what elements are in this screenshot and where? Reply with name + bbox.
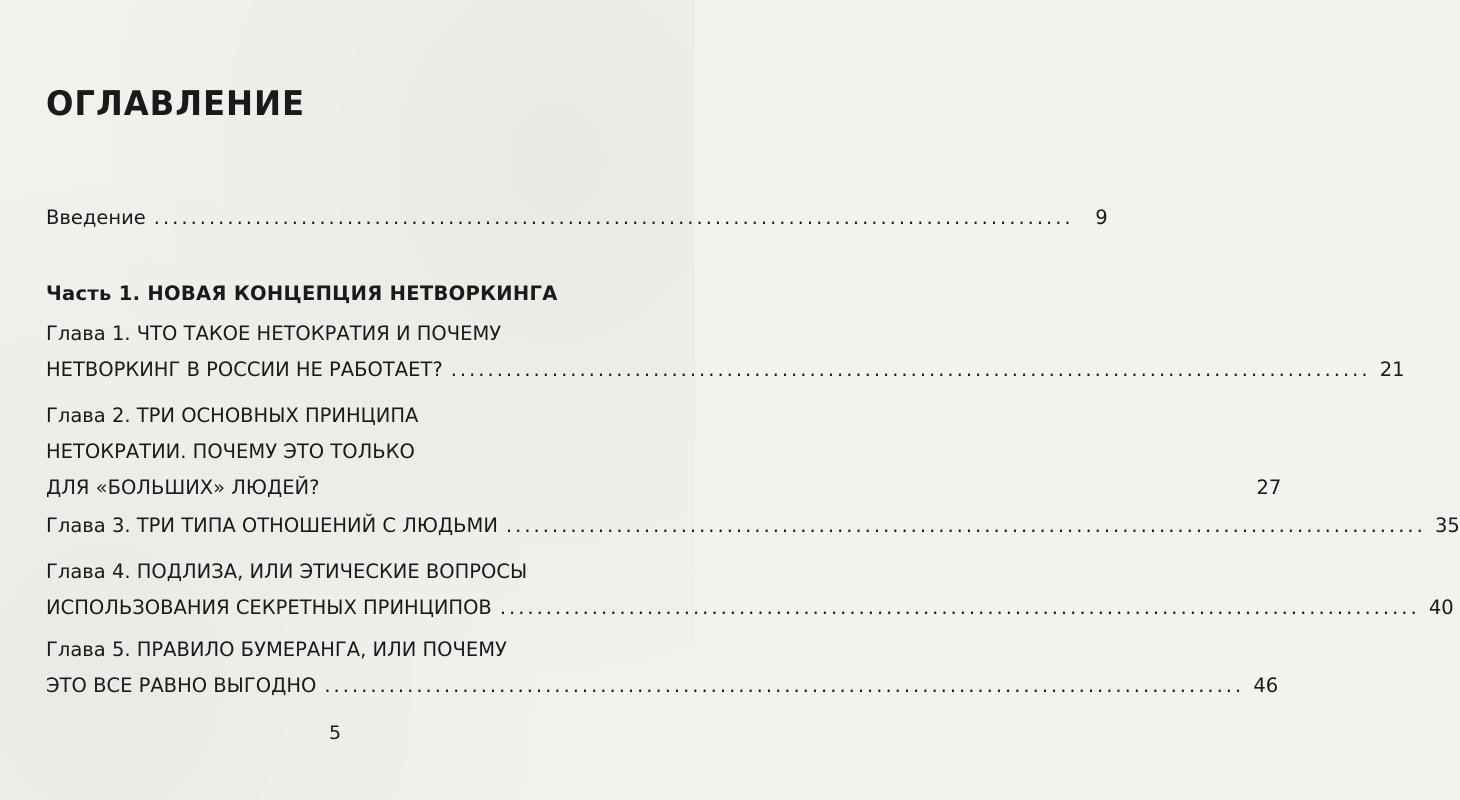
leader-dots: .................................................................................................... (324, 674, 1245, 697)
leader-dots: .................................................................................................... (499, 596, 1420, 619)
toc-entry-line: Глава 2. ТРИ ОСНОВНЫХ ПРИНЦИПА (46, 404, 419, 427)
leader-dots: .................................................................................................... (153, 206, 1074, 229)
toc-entry-line: Глава 3. ТРИ ТИПА ОТНОШЕНИЙ С ЛЮДЬМИ (46, 514, 498, 537)
page-number: 5 (329, 722, 342, 744)
page-title: ОГЛАВЛЕНИЕ (46, 84, 306, 124)
toc-entry-chapter-3[interactable] (46, 508, 1460, 544)
toc-entry-page: 9 (1095, 206, 1108, 229)
toc-entry-page: 40 (1428, 596, 1454, 619)
toc-entry-line: Глава 5. ПРАВИЛО БУМЕРАНГА, ИЛИ ПОЧЕМУ (46, 638, 507, 661)
toc-entry-intro[interactable] (46, 200, 1108, 236)
toc-entry-line: НЕТОКРАТИИ. ПОЧЕМУ ЭТО ТОЛЬКО (46, 440, 415, 463)
toc-entry-page: 27 (1256, 476, 1282, 499)
toc-entry-chapter-5[interactable] (46, 632, 1279, 704)
leader-dots: .................................................................................................... (505, 514, 1426, 537)
toc-entry-page: 21 (1379, 358, 1405, 381)
toc-entry-line: ЭТО ВСЕ РАВНО ВЫГОДНО (46, 674, 317, 697)
toc-entry-line: ИСПОЛЬЗОВАНИЯ СЕКРЕТНЫХ ПРИНЦИПОВ (46, 596, 492, 619)
toc-entry-chapter-4[interactable] (46, 554, 1454, 626)
toc-entry-page: 46 (1253, 674, 1279, 697)
toc-entry-line: Глава 1. ЧТО ТАКОЕ НЕТОКРАТИЯ И ПОЧЕМУ (46, 322, 502, 345)
toc-entry-chapter-1[interactable] (46, 316, 1405, 388)
toc-entry-line: НЕТВОРКИНГ В РОССИИ НЕ РАБОТАЕТ? (46, 358, 443, 381)
toc-entry-page: 35 (1434, 514, 1460, 537)
toc-entry-line: ДЛЯ «БОЛЬШИХ» ЛЮДЕЙ? (46, 476, 320, 499)
toc-entry-line: Глава 4. ПОДЛИЗА, ИЛИ ЭТИЧЕСКИЕ ВОПРОСЫ (46, 560, 528, 583)
toc-entry-label: Введение (46, 206, 146, 229)
leader-dots: .................................................................................................... (450, 358, 1371, 381)
leader-dots (327, 470, 1247, 506)
part-heading: Часть 1. НОВАЯ КОНЦЕПЦИЯ НЕТВОРКИНГА (46, 282, 558, 305)
toc-entry-chapter-2[interactable] (46, 398, 1282, 506)
